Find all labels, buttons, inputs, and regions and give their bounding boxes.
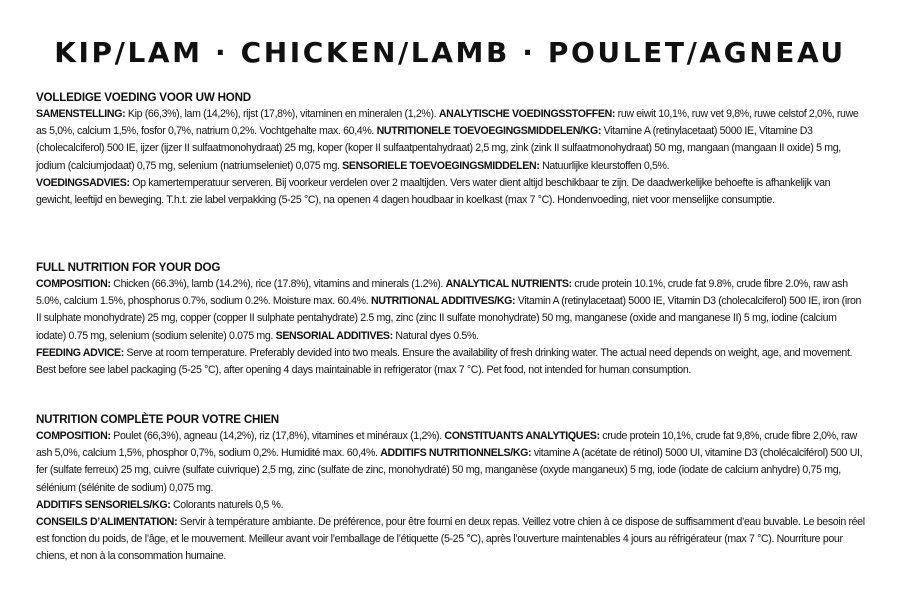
- sensory-label: SENSORIELE TOEVOEGINGSMIDDELEN:: [342, 159, 540, 172]
- feeding-text: Servir à température ambiante. De préférence, pour être fourni en deux repas. Veillez votre chien à ce dispose de suffisamment d’eau buvable. Le besoin réel est fonction du poids, de l’âge, et le mouvement. Meilleur avant voir l’emballage de l’étiquette (5-25 °C), après l’ouverture maintenables 4 jours au réfrigérateur (max 7 °C). Nourriture pour chiens, et non à la consommation humaine.: [36, 516, 865, 563]
- additives-label: NUTRITIONAL ADDITIVES/KG:: [370, 295, 516, 308]
- feeding-label: FEEDING ADVICE:: [36, 346, 124, 359]
- additives-text: Vitamin A (retinylacetaat) 5000 IE, Vitamin D3 (cholecalciferol) 500 IE, iron (iron II sulphate monohydrate) 25 mg, copper (copper II sulphate pentahydrate) 2.5 mg, zinc (zinc II sulfate monohydrate) 50 mg, manganese (oxide and manganese II) 5 mg, iodine (calcium iodate) 0.75 mg, selenium (sodium selenite) 0.075 mg.: [36, 295, 862, 342]
- feeding-paragraph-dutch: [36, 175, 866, 209]
- analytical-text: crude protein 10.1%, crude fat 9.8%, crude fibre 2.0%, raw ash 5.0%, calcium 1.5%, phosphorus 0.7%, sodium 0.2%. Moisture max. 60.4%.: [36, 278, 848, 308]
- composition-paragraph-english: [36, 276, 866, 345]
- composition-text: Poulet (66,3%), agneau (14,2%), riz (17,8%), vitamines et minéraux (1,2%).: [110, 430, 445, 442]
- composition-label: COMPOSITION:: [36, 278, 111, 290]
- feeding-text: Serve at room temperature. Preferably devided into two meals. Ensure the availability of fresh drinking water. The actual need depends on weight, age, and movement. Best before see label packaging (5-25 °C), after opening 4 days maintainable in refrigerator (max 7 °C). Pet food, not intended for human consumption.: [36, 346, 853, 377]
- additives-text: vitamine A (acétate de rétinol) 5000 UI, vitamine D3 (cholécalciférol) 500 UI, fer (sulfate ferreux) 25 mg, cuivre (sulfate cuivrique) 2,5 mg, zinc (sulfate de zinc, monohydraté) 50 mg, manganèse (oxyde manganeux) 5 mg, iode (iodate de calcium anhydre) 0,75 mg, sélénium (sélénite de sodium) 0,075 mg.: [36, 447, 863, 494]
- sensory-paragraph-french: [36, 497, 866, 514]
- analytical-label: ANALYTICAL NUTRIENTS:: [445, 278, 572, 290]
- sensory-text: Colorants naturels 0,5 %.: [170, 498, 284, 511]
- feeding-paragraph-english: [36, 345, 866, 379]
- section-heading-english: FULL NUTRITION FOR YOUR DOG: [36, 261, 221, 274]
- page-title: KIP/LAM · CHICKEN/LAMB · POULET/AGNEAU: [54, 36, 846, 69]
- additives-label: NUTRITIONELE TOEVOEGINGSMIDDELEN/KG:: [376, 125, 602, 138]
- section-dutch: [36, 89, 866, 209]
- section-heading-dutch: VOLLEDIGE VOEDING VOOR UW HOND: [36, 91, 251, 104]
- section-english: [36, 259, 866, 379]
- feeding-paragraph-french: [36, 514, 866, 566]
- composition-paragraph-dutch: [36, 106, 866, 175]
- additives-label: ADDITIFS NUTRITIONNELS/KG:: [380, 447, 532, 460]
- composition-text: Chicken (66.3%), lamb (14.2%), rice (17.8%), vitamins and minerals (1.2%).: [110, 278, 446, 290]
- sensory-text: Natural dyes 0.5%.: [392, 329, 479, 342]
- composition-paragraph-french: [36, 428, 866, 497]
- composition-label: COMPOSITION:: [36, 430, 111, 442]
- section-french: [36, 411, 866, 566]
- additives-text: Vitamine A (retinylacetaat) 5000 IE, Vitamine D3 (cholecalciferol) 500 IE, ijzer (ijzer II sulfaatmonohydraat) 25 mg, koper (koper II sulfaatpentahydraat) 2,5 mg, zink (zink II sulfaatmonohydraat) 50 mg, mangaan (mangaan II oxide) 5 mg, jodium (calciumjodaat) 0,75 mg, selenium (natriumseleniet) 0,075 mg.: [36, 125, 841, 172]
- composition-label: SAMENSTELLING:: [36, 108, 126, 120]
- analytical-label: ANALYTISCHE VOEDINGSSTOFFEN:: [438, 108, 616, 120]
- feeding-text: Op kamertemperatuur serveren. Bij voorkeur verdelen over 2 maaltijden. Vers water dient altijd beschikbaar te zijn. De daadwerkelijke behoefte is afhankelijk van gewicht, leeftijd en beweging. T.h.t. zie label verpakking (5-25 °C), na openen 4 dagen houdbaar in koelkast (max 7 °C). Hondenvoeding, niet voor menselijke consumptie.: [36, 176, 831, 207]
- analytical-label: CONSTITUANTS ANALYTIQUES:: [444, 430, 600, 442]
- sensory-text: Natuurlijke kleurstoffen 0,5%.: [539, 159, 670, 172]
- analytical-text: ruw eiwit 10,1%, ruw vet 9,8%, ruwe celstof 2,0%, ruwe as 5,0%, calcium 1,5%, fosfor 0,7%, natrium 0,2%. Vochtgehalte max. 60,4%.: [36, 108, 859, 138]
- feeding-label: VOEDINGSADVIES:: [36, 176, 130, 189]
- section-heading-french: NUTRITION COMPLÈTE POUR VOTRE CHIEN: [36, 413, 279, 426]
- sensory-label: SENSORIAL ADDITIVES:: [275, 329, 393, 342]
- feeding-label: CONSEILS D’ALIMENTATION:: [36, 516, 178, 529]
- composition-text: Kip (66,3%), lam (14,2%), rijst (17,8%), vitaminen en mineralen (1,2%).: [125, 108, 439, 120]
- analytical-text: crude protein 10,1%, crude fat 9,8%, crude fibre 2,0%, raw ash 5,0%, calcium 1,5%, phosphor 0,7%, sodium 0,2%. Humidité max. 60,4%.: [36, 430, 857, 460]
- sensory-label: ADDITIFS SENSORIELS/KG:: [36, 498, 171, 511]
